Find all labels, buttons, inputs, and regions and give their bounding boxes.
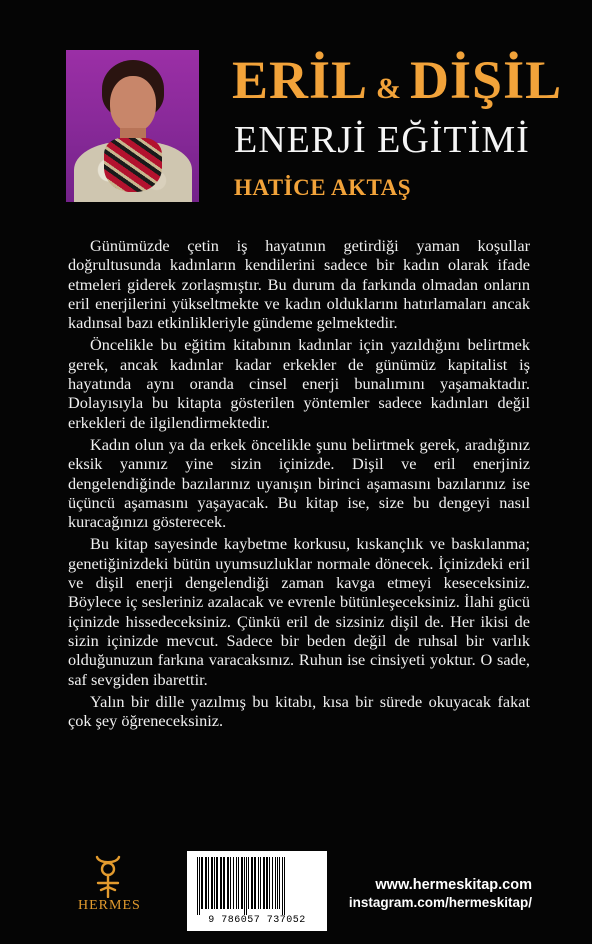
barcode-bar: [241, 857, 243, 909]
hermes-symbol-icon: [90, 854, 126, 898]
barcode-bar: [199, 857, 200, 915]
blurb-paragraph: Bu kitap sayesinde kaybetme korkusu, kıskançlık ve baskılanma; genetiğinizdeki bütün uyumsuzluklar normale dönecek. İçinizdeki eril ve dişil enerji dengelendiği zaman kavga etmeyi keseceksiniz. Böylece iç sesleriniz azalacak ve evrenle bütünleşeceksiniz. İlahi gücü içinizde hissedeceksiniz. Çünkü eril de sizsiniz dişil de. Her ikisi de sizin içinizde mevcut. Sadece bir beden değil de ruhsal bir varlık olduğunuzun farkına varacaksınız. Ruhun ise cinsiyeti yoktur. O sade, saf sevgiden ibarettir.: [68, 534, 530, 689]
publisher-name: HERMES: [78, 898, 141, 913]
barcode-bar: [216, 857, 218, 909]
barcode-bar: [236, 857, 237, 909]
book-subtitle: ENERJİ EĞİTİMİ: [234, 119, 530, 161]
author-photo: [66, 50, 199, 202]
barcode-bar: [233, 857, 234, 909]
title-ampersand: &: [376, 72, 403, 105]
barcode-bar: [266, 857, 268, 909]
barcode-bar: [227, 857, 229, 909]
barcode-bar: [201, 857, 203, 909]
barcode-bar: [260, 857, 261, 909]
barcode-bar: [263, 857, 265, 909]
blurb-paragraph: Kadın olun ya da erkek öncelikle şunu belirtmek gerek, aradığınız eksik yanınız yine sizin içinizde. Dişil ve eril enerjiniz dengelendiğinde bazılarınız uyanışın birinci aşamasını bazılarınız ise üçüncü aşamasını yaşayacak. Bu kitap ise, size bu dengeyi nasıl kuracağınızı gösterecek.: [68, 434, 530, 532]
barcode-bar: [251, 857, 253, 909]
barcode-bar: [282, 857, 283, 915]
blurb-paragraph: Yalın bir dille yazılmış bu kitabı, kısa bir sürede okuyacak fakat çok şey öğreneceksiniz.: [68, 691, 530, 731]
barcode-bar: [258, 857, 259, 909]
barcode-bar: [223, 857, 225, 909]
title-word-eril: ERİL: [232, 50, 369, 110]
barcode-bar: [269, 857, 270, 909]
barcode-bar: [211, 857, 213, 909]
website-link[interactable]: www.hermeskitap.com: [375, 877, 532, 893]
barcode-bar: [238, 857, 239, 909]
barcode-bar: [272, 857, 273, 909]
barcode-bar: [214, 857, 215, 909]
barcode-bar: [284, 857, 285, 915]
barcode-bar: [275, 857, 276, 909]
book-title: [232, 50, 563, 112]
author-photo-face: [110, 76, 156, 132]
barcode-bar: [254, 857, 256, 909]
barcode-bar: [279, 857, 280, 909]
title-word-disil: DİŞİL: [410, 50, 563, 110]
author-name: HATİCE AKTAŞ: [234, 175, 412, 200]
isbn-number: 9 786057 737052: [208, 915, 306, 926]
author-photo-scarf: [104, 138, 162, 192]
barcode-bar: [205, 857, 207, 909]
isbn-barcode: [187, 851, 327, 931]
barcode-bar: [230, 857, 231, 909]
barcode-bar: [244, 857, 245, 915]
publisher-links: [336, 876, 532, 912]
barcode-bar: [246, 857, 247, 915]
barcode-bar: [248, 857, 249, 909]
barcode-bar: [208, 857, 209, 909]
instagram-link[interactable]: instagram.com/hermeskitap/: [348, 895, 532, 910]
barcode-bar: [220, 857, 222, 909]
publisher-logo: [78, 854, 141, 918]
blurb-paragraph: Öncelikle bu eğitim kitabının kadınlar için yazıldığını belirtmek gerek, ancak kadınlar kadar erkekler de günümüz kapitalist iş hayatında aynı oranda cinsel enerji bunalımını yaşamaktadır. Dolayısıyla bu kitapta gösterilen yöntemler sadece kadınları değil erkekleri de ilgilendirmektedir.: [68, 335, 530, 432]
barcode-bar: [197, 857, 198, 915]
blurb-paragraph: Günümüzde çetin iş hayatının getirdiği yaman koşullar doğrultusunda kadınların kendilerini sadece bir kadın olarak ifade etmeleri giderek zorlaşmıştır. Bu durum da farkında olmadan onların eril enerjilerini yükseltmekte ve kadın olduklarını hatırlamaları ancak kadınsal bazı etkinlikleriyle gündeme gelmektedir.: [68, 236, 530, 333]
barcode-bar: [277, 857, 278, 909]
barcode-bars: [195, 857, 319, 915]
back-cover-blurb: [68, 236, 530, 733]
